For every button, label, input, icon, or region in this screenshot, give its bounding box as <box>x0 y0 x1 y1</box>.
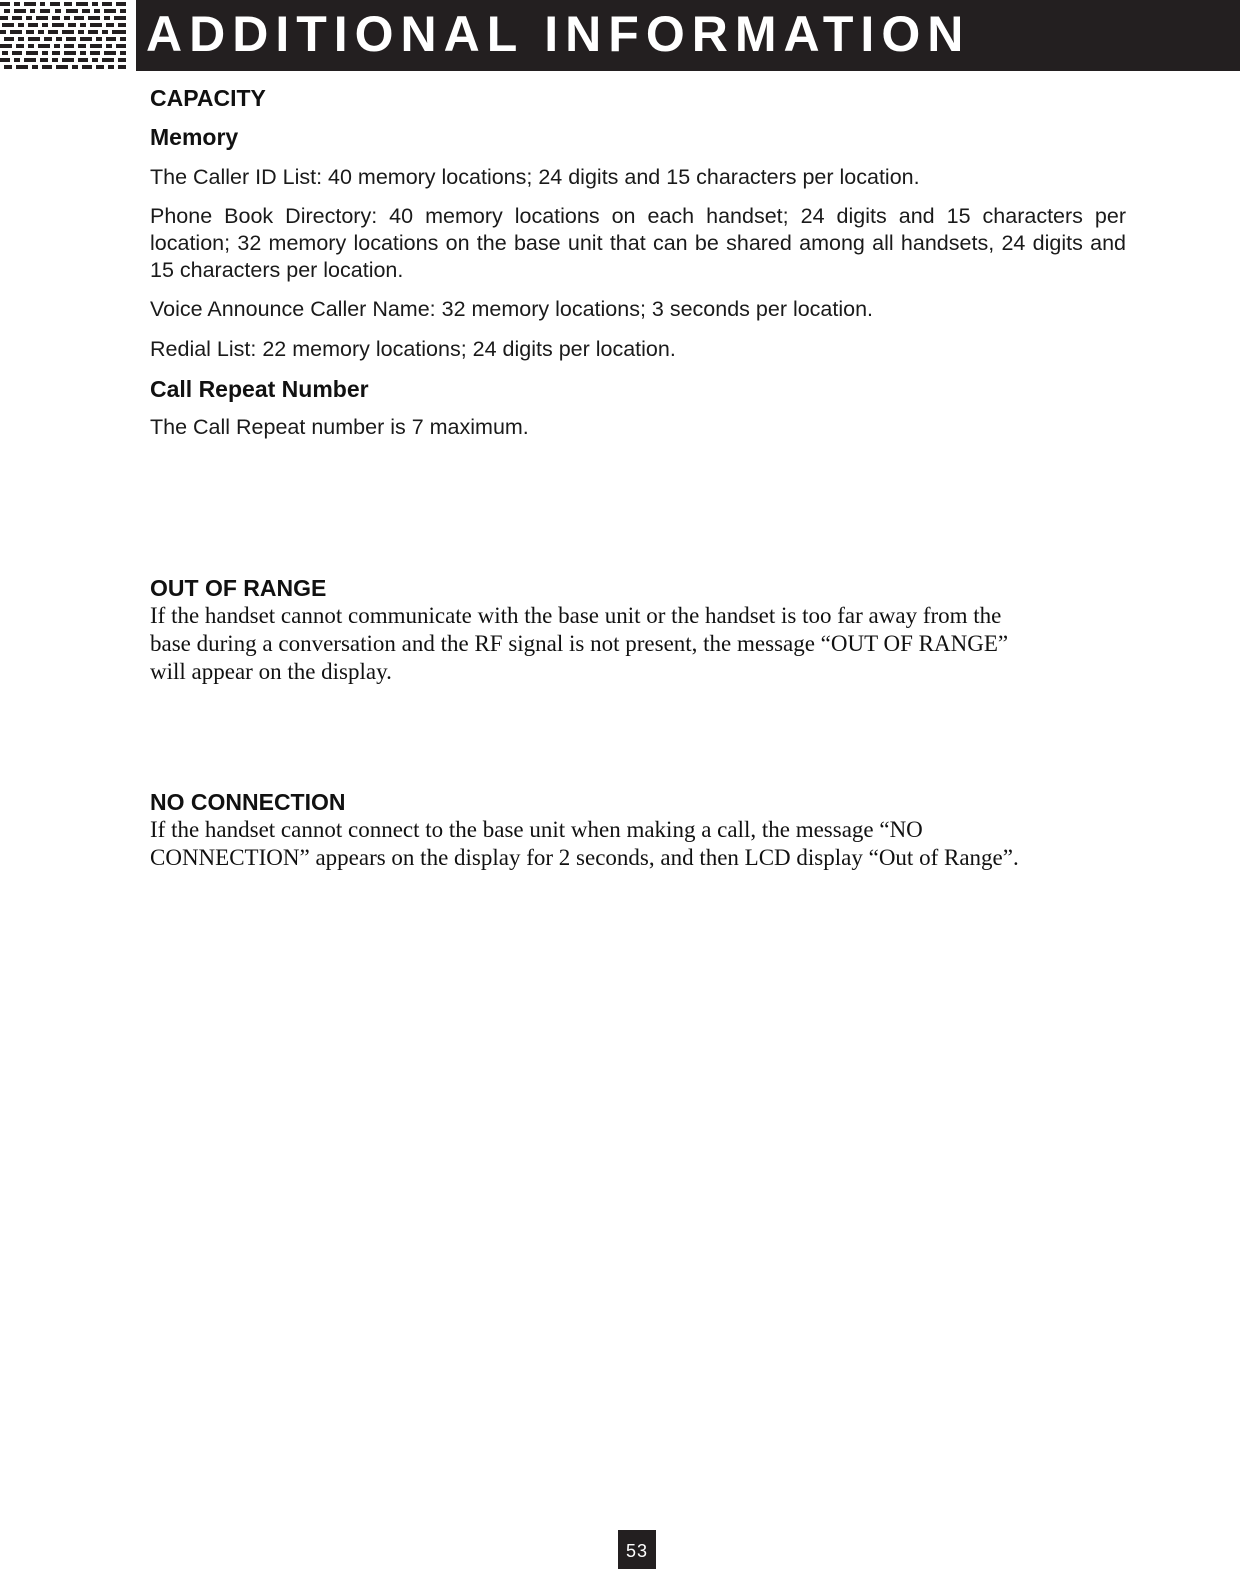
out-of-range-line-1: If the handset cannot communicate with the base unit or the handset is too far away from the <box>150 603 1002 628</box>
voice-announce-text: Voice Announce Caller Name: 32 memory locations; 3 seconds per location. <box>150 297 874 321</box>
out-of-range-line-2: base during a conversation and the RF signal is not present, the message “OUT OF RANGE” <box>150 631 1009 656</box>
no-connection-heading: NO CONNECTION <box>150 789 346 815</box>
page-number: 53 <box>618 1530 656 1569</box>
page-title: ADDITIONAL INFORMATION <box>146 6 971 62</box>
call-repeat-text: The Call Repeat number is 7 maximum. <box>150 415 529 439</box>
capacity-heading: CAPACITY <box>150 85 266 111</box>
out-of-range-line-3: will appear on the display. <box>150 659 392 684</box>
memory-heading: Memory <box>150 124 239 150</box>
dot-pattern-icon <box>0 0 128 71</box>
capacity-section <box>150 84 1126 441</box>
header-pattern-decoration <box>0 0 128 71</box>
phone-book-text: Phone Book Directory: 40 memory locations on each handset; 24 digits and 15 characters per location; 32 memory locations on the base unit that can be shared among all handsets, 24 digits and 15 characters per location. <box>150 204 1126 282</box>
no-connection-line-2: CONNECTION” appears on the display for 2 seconds, and then LCD display “Out of Range”. <box>150 845 1019 870</box>
no-connection-line-1: If the handset cannot connect to the base unit when making a call, the message “NO <box>150 817 923 842</box>
out-of-range-heading: OUT OF RANGE <box>150 575 327 601</box>
no-connection-section <box>150 788 1126 872</box>
out-of-range-section <box>150 574 1126 686</box>
caller-id-text: The Caller ID List: 40 memory locations; 24 digits and 15 characters per location. <box>150 165 920 189</box>
redial-text: Redial List: 22 memory locations; 24 digits per location. <box>150 337 676 361</box>
header-bar <box>136 0 1240 71</box>
call-repeat-heading: Call Repeat Number <box>150 376 369 402</box>
